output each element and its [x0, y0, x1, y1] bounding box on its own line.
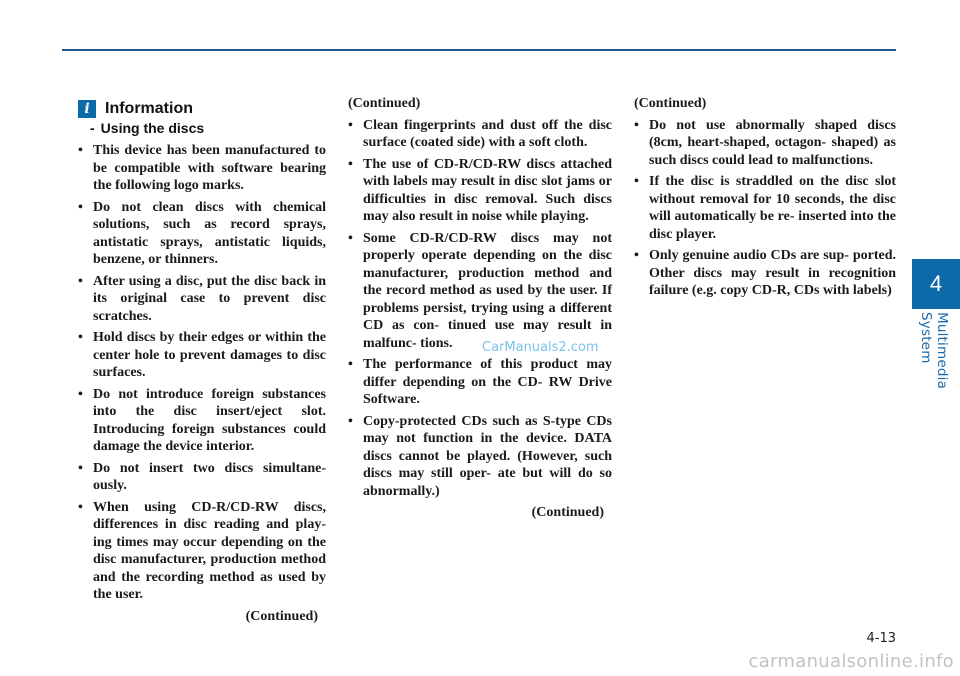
chapter-number: 4: [929, 271, 943, 296]
list-item: • Hold discs by their edges or within the center hole to prevent damages to disc surfaces.: [78, 329, 326, 382]
list-item: • Do not clean discs with chemical solutions, such as record sprays, antistatic sprays, antistatic liquids, benzene, or thinners.: [78, 199, 326, 269]
continued-label: (Continued): [634, 96, 707, 111]
bullet-list-1: [78, 142, 326, 604]
list-item: • If the disc is straddled on the disc slot without removal for 10 seconds, the disc will automatically be re- inserted into the disc player.: [634, 173, 896, 243]
column-2: [348, 95, 612, 522]
column-1: [78, 95, 326, 625]
bullet-list-2: [348, 117, 612, 501]
list-item: • Copy-protected CDs such as S-type CDs may not function in the device. DATA discs cannot be played. (However, such discs may still oper- ate but will do so abnormally.): [348, 413, 612, 501]
continued-label: (Continued): [348, 96, 421, 111]
subtitle-dash: -: [90, 120, 95, 136]
list-item: • Do not insert two discs simultane- ously.: [78, 460, 326, 495]
list-item: • The use of CD-R/CD-RW discs attached with labels may result in disc slot jams or difficulties in disc removal. Such discs may also result in noise while playing.: [348, 156, 612, 226]
column-3: [634, 95, 896, 304]
list-item: • Do not introduce foreign substances into the disc insert/eject slot. Introducing foreign substances could damage the device interior.: [78, 386, 326, 456]
information-heading: [78, 98, 326, 120]
bullet-list-3: [634, 117, 896, 300]
continued-label: (Continued): [531, 505, 604, 520]
chapter-tab[interactable]: [912, 259, 960, 309]
watermark-center: CarManuals2.com: [482, 340, 599, 355]
chapter-label: Multimedia System: [918, 312, 950, 390]
list-item: • Clean fingerprints and dust off the disc surface (coated side) with a soft cloth.: [348, 117, 612, 152]
list-item: • When using CD-R/CD-RW discs, differences in disc reading and play- ing times may occur depending on the disc manufacturer, production method and the recording method as used by the user.: [78, 499, 326, 604]
list-item: • Only genuine audio CDs are sup- ported. Other discs may result in recognition failure (e.g. copy CD-R, CDs with labels): [634, 247, 896, 300]
list-item: • This device has been manufactured to be compatible with software bearing the following logo marks.: [78, 142, 326, 195]
header-rule: [62, 49, 896, 51]
info-icon: i: [78, 100, 96, 118]
continued-label: (Continued): [245, 608, 318, 624]
watermark-footer: carmanualsonline.info: [748, 651, 954, 672]
section-subtitle: [90, 120, 326, 136]
list-item: • The performance of this product may differ depending on the CD- RW Drive Software.: [348, 356, 612, 409]
subtitle-text: Using the discs: [100, 120, 205, 136]
list-item: • Some CD-R/CD-RW discs may not properly operate depending on the disc manufacturer, production method and the record method as used by the user. If problems persist, trying using a different CD as con- tinued use may result in malfunc- tions.: [348, 230, 612, 353]
list-item: • After using a disc, put the disc back in its original case to prevent disc scratches.: [78, 273, 326, 326]
page-number: 4-13: [866, 631, 896, 646]
information-title: Information: [105, 100, 193, 117]
list-item: • Do not use abnormally shaped discs (8cm, heart-shaped, octagon- shaped) as such discs could lead to malfunctions.: [634, 117, 896, 170]
